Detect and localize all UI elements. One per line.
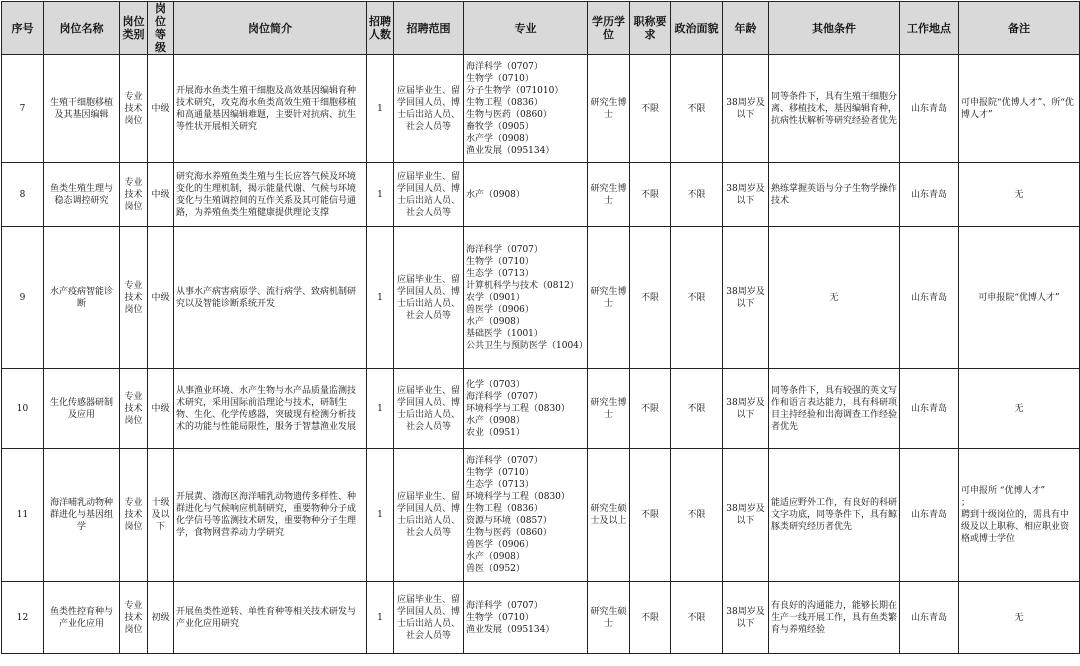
header-age: 年龄 [723,2,769,55]
table-row [2,449,1080,582]
cell-major [464,582,588,654]
major-item: 渔业发展（095134） [466,624,555,635]
cell-intro: 开展黄、渤海区海洋哺乳动物遗传多样性、种群进化与气候响应机制研究，重要物种分子成化学信号等监测技术研发，重要物种分子生理学，食物网营养动力学研究 [174,449,367,582]
major-item: 环境科学与工程（0830） [466,403,570,414]
major-item: 基础医学（1001） [466,328,543,339]
major-item: 农学（0901） [466,292,525,303]
cell-level: 十级及以下 [148,449,174,582]
header-location: 工作地点 [900,2,959,55]
cell-age: 38周岁及以下 [723,163,769,227]
cell-name: 生化传感器研制及应用 [44,369,120,449]
major-item: 生物与医药（0860） [466,109,552,120]
cell-political: 不限 [671,55,723,163]
header-political: 政治面貌 [671,2,723,55]
cell-category: 专业技术岗位 [120,369,148,449]
cell-scope: 应届毕业生、留学回国人员、博士后出站人员、社会人员等 [394,227,464,369]
header-row [2,2,1080,55]
major-item: 生态学（0713） [466,268,534,279]
cell-title-req: 不限 [630,163,671,227]
cell-scope: 应届毕业生、留学回国人员、博士后出站人员、社会人员等 [394,55,464,163]
cell-count: 1 [367,369,394,449]
cell-degree: 研究生博士 [588,55,630,163]
major-item: 环境科学与工程（0830） [466,492,570,502]
major-item: 生物学（0710） [466,73,534,84]
cell-degree: 研究生博士 [588,227,630,369]
cell-category: 专业技术岗位 [120,449,148,582]
major-item: 生物工程（0836） [466,504,543,514]
cell-level: 初级 [148,582,174,654]
header-scope: 招聘范围 [394,2,464,55]
cell-title-req: 不限 [630,369,671,449]
cell-location: 山东青岛 [900,449,959,582]
cell-political: 不限 [671,449,723,582]
table-row [2,55,1080,163]
major-item: 生物学（0710） [466,256,534,267]
cell-seq: 9 [2,227,44,369]
major-item: 水产学（0908） [466,133,534,144]
remarks-line: 聘到十级岗位的，需具有中级及以上职称、相应职业资格或博士学位 [961,510,1070,544]
cell-level: 中级 [148,227,174,369]
cell-seq: 8 [2,163,44,227]
cell-political: 不限 [671,369,723,449]
cell-intro: 研究海水养殖鱼类生殖与生长应答气候及环境变化的生理机制，揭示能量代谢、气候与环境变化与生殖调控间的互作关系及其可能信号通路，为养殖鱼类生殖健康提供理论支撑 [174,163,367,227]
table-row [2,582,1080,654]
major-item: 海洋科学（0707） [466,61,543,72]
cell-major [464,227,588,369]
cell-name: 生殖干细胞移植及其基因编辑 [44,55,120,163]
cell-other: 同等条件下，具有较强的英文写作和语言表达能力，具有科研项目主持经验和出海调查工作经验者优先 [769,369,900,449]
header-major: 专业 [464,2,588,55]
table-row [2,227,1080,369]
cell-degree: 研究生博士 [588,369,630,449]
cell-political: 不限 [671,582,723,654]
major-item: 海洋科学（0707） [466,456,543,466]
major-item: 生物与医药（0860） [466,528,552,538]
major-item: 海洋科学（0707） [466,391,543,402]
cell-seq: 7 [2,55,44,163]
header-title-req: 职称要求 [630,2,671,55]
major-item: 兽医学（0906） [466,304,534,315]
cell-major [464,369,588,449]
major-item: 农业（0951） [466,427,525,438]
cell-political: 不限 [671,163,723,227]
header-category: 岗位类别 [120,2,148,55]
cell-remarks: 可申报院“优博人才” [959,227,1080,369]
cell-scope: 应届毕业生、留学回国人员、博士后出站人员、社会人员等 [394,582,464,654]
cell-level: 中级 [148,163,174,227]
cell-title-req: 不限 [630,227,671,369]
cell-level: 中级 [148,55,174,163]
header-level: 岗位等级 [148,2,174,55]
cell-count: 1 [367,55,394,163]
major-item: 生物学（0710） [466,612,534,623]
cell-seq: 10 [2,369,44,449]
cell-age: 38周岁及以下 [723,55,769,163]
major-item: 公共卫生与预防医学（1004） [466,340,588,351]
major-item: 渔业发展（095134） [466,145,555,156]
cell-intro: 从事渔业环境、水产生物与水产品质量监测技术研究，采用国际前沿理论与技术，研制生物、生化、化学传感器，突破现有检测分析技术的功能与性能局限性，服务于智慧渔业发展 [174,369,367,449]
header-intro: 岗位简介 [174,2,367,55]
cell-age: 38周岁及以下 [723,582,769,654]
table-row [2,163,1080,227]
cell-major [464,449,588,582]
cell-intro: 开展海水鱼类生殖干细胞及高效基因编辑育种技术研究，攻克海水鱼类高效生殖干细胞移植和高通量基因编辑难题，主要针对抗病、抗生等性状开展相关研究 [174,55,367,163]
header-seq: 序号 [2,2,44,55]
cell-name: 海洋哺乳动物种群进化与基因组学 [44,449,120,582]
cell-other: 同等条件下，具有生殖干细胞分离、移植技术，基因编辑育种，抗病性状解析等研究经验者优先 [769,55,900,163]
cell-remarks: 可申报院“优博人才”、所“优博人才” [959,55,1080,163]
cell-remarks: 无 [959,582,1080,654]
major-item: 海洋科学（0707） [466,600,543,611]
cell-level: 中级 [148,369,174,449]
major-item: 计算机科学与技术（0812） [466,280,579,291]
major-item: 水产（0908） [466,552,525,562]
cell-age: 38周岁及以下 [723,369,769,449]
cell-other: 熟练掌握英语与分子生物学操作技术 [769,163,900,227]
cell-category: 专业技术岗位 [120,55,148,163]
cell-location: 山东青岛 [900,369,959,449]
cell-remarks [959,449,1080,582]
cell-title-req: 不限 [630,582,671,654]
cell-intro: 开展鱼类性逆转、单性育种等相关技术研发与产业化应用研究 [174,582,367,654]
cell-remarks: 无 [959,163,1080,227]
major-item: 资源与环境（0857） [466,516,552,526]
major-item: 兽医（0952） [466,564,525,574]
job-posting-table [1,1,1080,654]
cell-scope: 应届毕业生、留学回国人员、博士后出站人员、社会人员等 [394,449,464,582]
major-item: 水产（0908） [466,415,525,426]
cell-count: 1 [367,163,394,227]
major-item: 生态学（0713） [466,480,534,490]
cell-name: 水产疫病智能诊断 [44,227,120,369]
cell-degree: 研究生硕士 [588,582,630,654]
remarks-line: ； [961,498,971,508]
major-item: 生物学（0710） [466,468,534,478]
cell-location: 山东青岛 [900,55,959,163]
cell-major [464,163,588,227]
remarks-line: 可申报所 “优博人才” [961,486,1046,496]
header-other: 其他条件 [769,2,900,55]
cell-degree: 研究生硕士及以上 [588,449,630,582]
cell-location: 山东青岛 [900,163,959,227]
cell-category: 专业技术岗位 [120,227,148,369]
header-name: 岗位名称 [44,2,120,55]
cell-seq: 12 [2,582,44,654]
major-item: 水产（0908） [466,189,525,200]
header-count: 招聘人数 [367,2,394,55]
major-item: 畜牧学（0905） [466,121,534,132]
cell-location: 山东青岛 [900,582,959,654]
cell-other: 无 [769,227,900,369]
cell-count: 1 [367,227,394,369]
cell-title-req: 不限 [630,55,671,163]
major-item: 化学（0703） [466,379,525,390]
cell-category: 专业技术岗位 [120,163,148,227]
cell-count: 1 [367,449,394,582]
major-item: 水产（0908） [466,316,525,327]
cell-scope: 应届毕业生、留学回国人员、博士后出站人员、社会人员等 [394,163,464,227]
header-remarks: 备注 [959,2,1080,55]
table-row [2,369,1080,449]
major-item: 海洋科学（0707） [466,244,543,255]
cell-remarks: 无 [959,369,1080,449]
cell-location: 山东青岛 [900,227,959,369]
cell-other: 能适应野外工作，有良好的科研文字功底，同等条件下，具有鲸豚类研究经历者优先 [769,449,900,582]
cell-age: 38周岁及以下 [723,227,769,369]
header-degree: 学历学位 [588,2,630,55]
cell-count: 1 [367,582,394,654]
major-item: 生物工程（0836） [466,97,543,108]
cell-seq: 11 [2,449,44,582]
cell-category: 专业技术岗位 [120,582,148,654]
cell-name: 鱼类生殖生理与稳态调控研究 [44,163,120,227]
cell-intro: 从事水产病害病原学、流行病学、致病机制研究以及智能诊断系统开发 [174,227,367,369]
cell-major [464,55,588,163]
major-item: 兽医学（0906） [466,540,534,550]
major-item: 分子生物学（071010） [466,85,564,96]
cell-degree: 研究生博士 [588,163,630,227]
cell-age: 38周岁及以下 [723,449,769,582]
cell-title-req: 不限 [630,449,671,582]
cell-other: 有良好的沟通能力，能够长期在生产一线开展工作，具有鱼类繁育与养殖经验 [769,582,900,654]
cell-name: 鱼类性控育种与产业化应用 [44,582,120,654]
cell-scope: 应届毕业生、留学回国人员、博士后出站人员、社会人员等 [394,369,464,449]
cell-political: 不限 [671,227,723,369]
